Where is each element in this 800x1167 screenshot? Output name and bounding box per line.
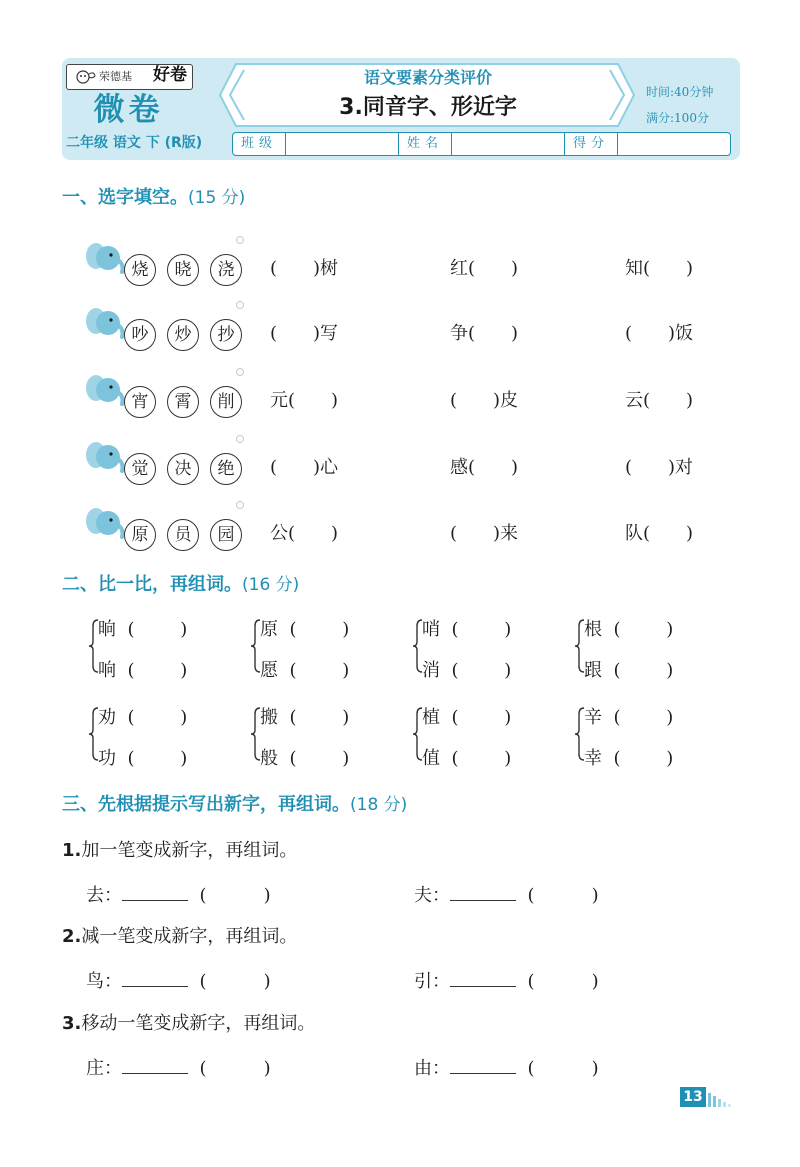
- char-option: 绝: [210, 453, 242, 485]
- compare-word[interactable]: 辛 ( ): [584, 707, 674, 728]
- name-label: 姓名: [399, 133, 452, 155]
- fill-item[interactable]: 元( ): [270, 390, 339, 411]
- fill-item[interactable]: ( )树: [270, 258, 339, 279]
- page-number: 13: [680, 1087, 706, 1107]
- section3-score: (18 分): [350, 795, 408, 815]
- brace-icon: [413, 708, 422, 760]
- bubble-decoration: [236, 435, 244, 443]
- fill-item[interactable]: ( )写: [270, 323, 339, 344]
- fill-item[interactable]: 公( ): [270, 523, 339, 544]
- char-option: 吵: [124, 319, 156, 351]
- brace-icon: [251, 708, 260, 760]
- logo-text: 好卷: [153, 65, 187, 85]
- fill-item[interactable]: ( )对: [625, 457, 694, 478]
- bars-decoration-icon: [708, 1091, 740, 1107]
- section2-score: (16 分): [242, 575, 300, 595]
- mascot-icon: [75, 68, 97, 86]
- char-option: 原: [124, 519, 156, 551]
- brace-icon: [251, 620, 260, 672]
- compare-word[interactable]: 搬 ( ): [260, 707, 350, 728]
- char-option: 抄: [210, 319, 242, 351]
- fill-item[interactable]: ( )饭: [625, 323, 694, 344]
- sub-question: 3.移动一笔变成新字，再组词。: [62, 1013, 316, 1034]
- compare-word[interactable]: 劝 ( ): [98, 707, 188, 728]
- fill-item[interactable]: 云( ): [625, 390, 694, 411]
- section2-title: 二、比一比，再组词。: [62, 574, 242, 595]
- char-option: 削: [210, 386, 242, 418]
- brace-icon: [575, 620, 584, 672]
- bubble-decoration: [236, 301, 244, 309]
- answer-blank: [122, 1053, 188, 1074]
- lesson-title: 3.同音字、形近字: [339, 95, 517, 120]
- compare-word[interactable]: 植 ( ): [422, 707, 512, 728]
- fill-item[interactable]: 红( ): [450, 258, 519, 279]
- new-char-row[interactable]: 去： ( ): [86, 880, 271, 911]
- new-char-row[interactable]: 夫： ( ): [414, 880, 599, 911]
- answer-blank: [122, 966, 188, 987]
- compare-word[interactable]: 哨 ( ): [422, 619, 512, 640]
- fill-item[interactable]: ( )心: [270, 457, 339, 478]
- section3-title: 三、先根据提示写出新字，再组词。: [62, 794, 350, 815]
- new-char-row[interactable]: 由： ( ): [414, 1053, 599, 1084]
- sub-question: 1.加一笔变成新字，再组词。: [62, 840, 298, 861]
- section1-title: 一、选字填空。: [62, 187, 188, 208]
- compare-word[interactable]: 消 ( ): [422, 660, 512, 681]
- name-field[interactable]: [452, 133, 565, 155]
- sub-question: 2.减一笔变成新字，再组词。: [62, 926, 298, 947]
- series-title: 微卷: [93, 92, 164, 128]
- new-char-row[interactable]: 鸟： ( ): [86, 966, 271, 997]
- compare-word[interactable]: 晌 ( ): [98, 619, 188, 640]
- bubble-decoration: [236, 501, 244, 509]
- publisher-name: 荣德基: [99, 70, 132, 83]
- fill-item[interactable]: 知( ): [625, 258, 694, 279]
- new-char-row[interactable]: 引： ( ): [414, 966, 599, 997]
- char-option: 园: [210, 519, 242, 551]
- class-field[interactable]: [286, 133, 399, 155]
- char-option: 决: [167, 453, 199, 485]
- grade-label: 二年级 语文 下 (R版): [66, 135, 203, 151]
- student-info-bar: [232, 132, 731, 156]
- section2-heading: [62, 572, 299, 598]
- compare-word[interactable]: 跟 ( ): [584, 660, 674, 681]
- char-option: 觉: [124, 453, 156, 485]
- compare-word[interactable]: 值 ( ): [422, 748, 512, 769]
- section1-score: (15 分): [188, 188, 246, 208]
- brace-icon: [89, 708, 98, 760]
- char-option: 宵: [124, 386, 156, 418]
- fill-item[interactable]: ( )来: [450, 523, 519, 544]
- char-option: 炒: [167, 319, 199, 351]
- full-score: 满分:100分: [646, 111, 709, 125]
- compare-word[interactable]: 响 ( ): [98, 660, 188, 681]
- compare-word[interactable]: 原 ( ): [260, 619, 350, 640]
- score-field[interactable]: [618, 133, 730, 155]
- compare-word[interactable]: 愿 ( ): [260, 660, 350, 681]
- section3-heading: [62, 792, 407, 818]
- brace-icon: [89, 620, 98, 672]
- fill-item[interactable]: 争( ): [450, 323, 519, 344]
- fill-item[interactable]: ( )皮: [450, 390, 519, 411]
- brace-icon: [413, 620, 422, 672]
- elephant-icon: [84, 503, 130, 543]
- new-char-row[interactable]: 庄： ( ): [86, 1053, 271, 1084]
- score-label: 得分: [565, 133, 618, 155]
- answer-blank: [450, 880, 516, 901]
- elephant-icon: [84, 437, 130, 477]
- char-option: 晓: [167, 254, 199, 286]
- fill-item[interactable]: 队( ): [625, 523, 694, 544]
- compare-word[interactable]: 功 ( ): [98, 748, 188, 769]
- compare-word[interactable]: 幸 ( ): [584, 748, 674, 769]
- answer-blank: [122, 880, 188, 901]
- elephant-icon: [84, 238, 130, 278]
- char-option: 员: [167, 519, 199, 551]
- brace-icon: [575, 708, 584, 760]
- fill-item[interactable]: 感( ): [450, 457, 519, 478]
- compare-word[interactable]: 根 ( ): [584, 619, 674, 640]
- compare-word[interactable]: 般 ( ): [260, 748, 350, 769]
- section1-heading: [62, 185, 245, 211]
- answer-blank: [450, 966, 516, 987]
- answer-blank: [450, 1053, 516, 1074]
- bubble-decoration: [236, 236, 244, 244]
- elephant-icon: [84, 370, 130, 410]
- char-option: 浇: [210, 254, 242, 286]
- elephant-icon: [84, 303, 130, 343]
- eval-title: 语文要素分类评价: [363, 68, 492, 87]
- brand-logo: [66, 64, 193, 90]
- char-option: 霄: [167, 386, 199, 418]
- bubble-decoration: [236, 368, 244, 376]
- class-label: 班级: [233, 133, 286, 155]
- time-limit: 时间:40分钟: [646, 85, 714, 99]
- char-option: 烧: [124, 254, 156, 286]
